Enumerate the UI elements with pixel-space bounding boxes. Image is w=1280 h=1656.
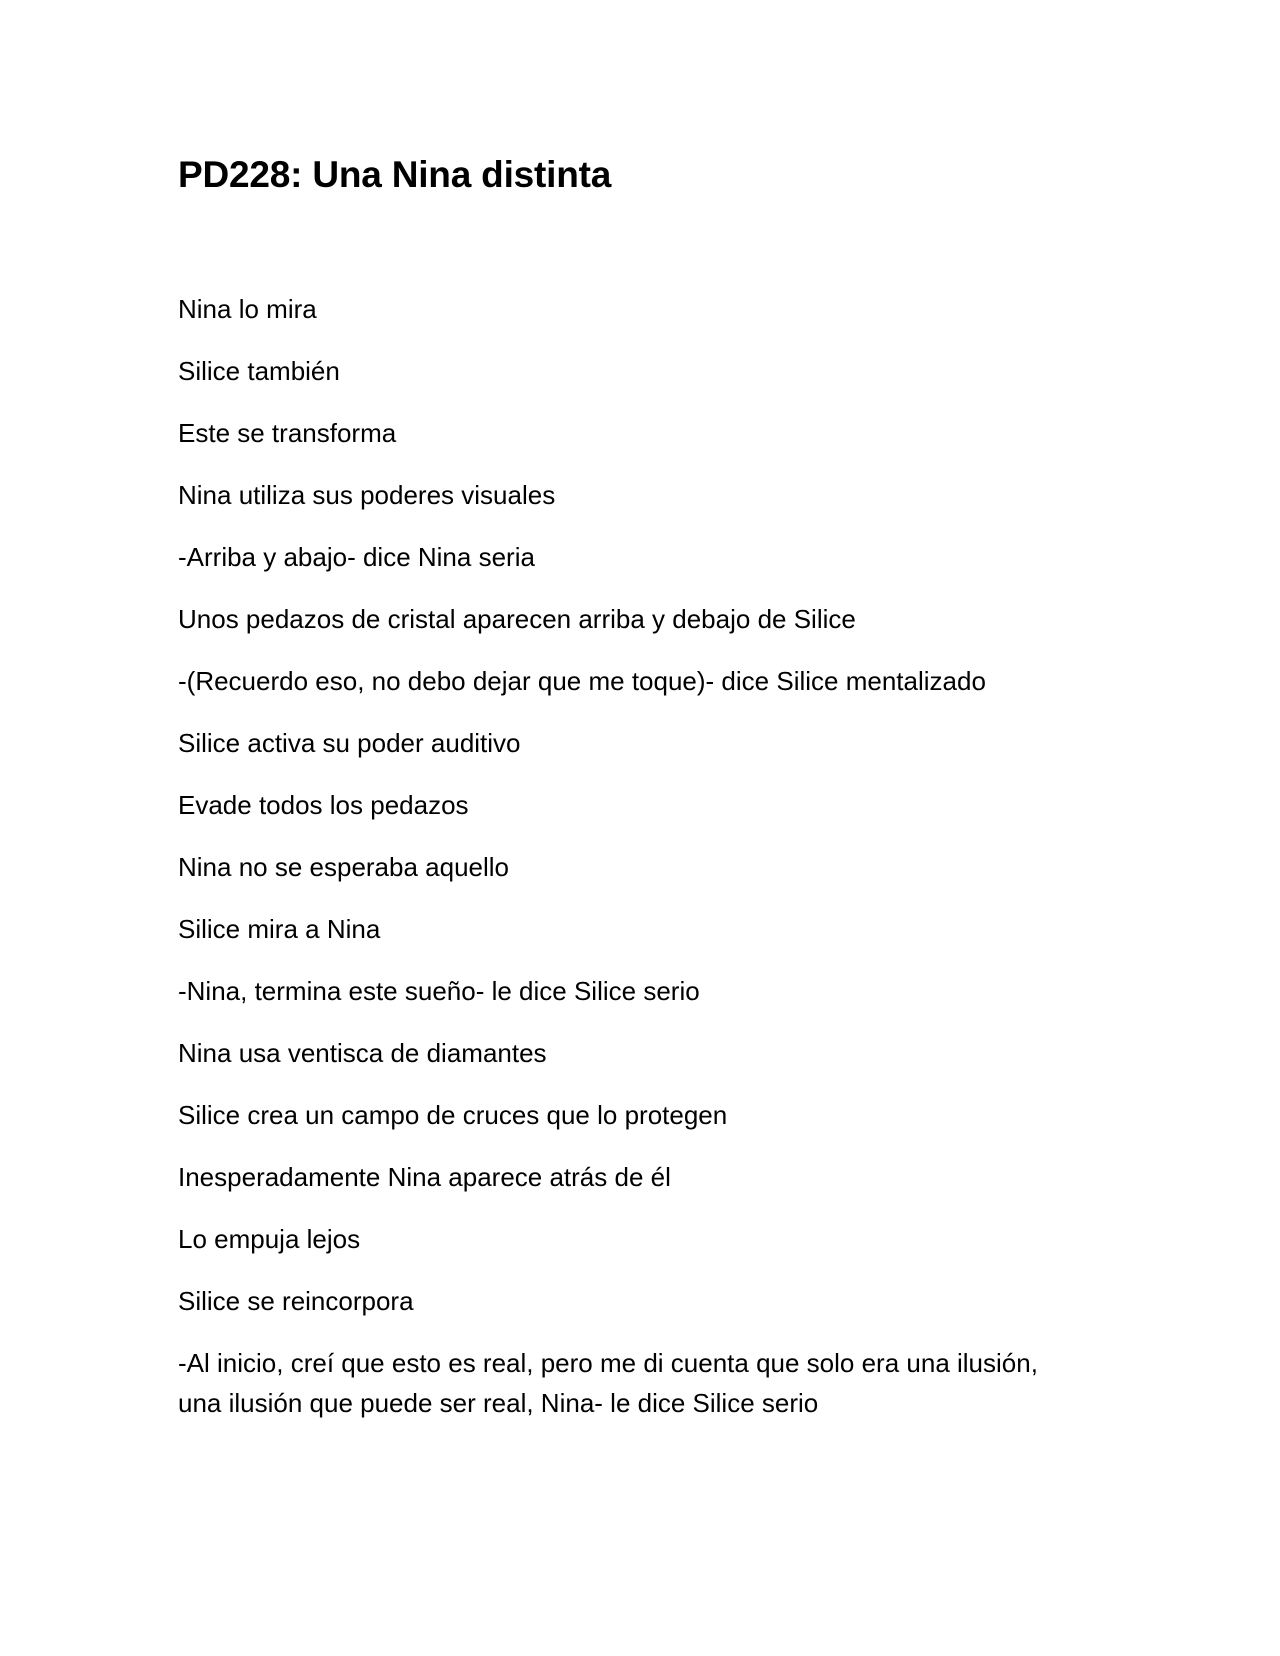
paragraph: Evade todos los pedazos [178,790,469,820]
paragraph: -Nina, termina este sueño- le dice Silice serio [178,976,700,1006]
paragraph: Unos pedazos de cristal aparecen arriba y debajo de Silice [178,604,856,634]
paragraph: Silice también [178,356,340,386]
paragraph: Nina usa ventisca de diamantes [178,1038,547,1068]
paragraph: Inesperadamente Nina aparece atrás de él [178,1162,671,1192]
paragraph: Silice se reincorpora [178,1286,414,1316]
paragraph: Este se transforma [178,418,397,448]
paragraph: Silice mira a Nina [178,914,381,944]
document-body [178,289,1078,1445]
paragraph: Lo empuja lejos [178,1224,361,1254]
paragraph: -Arriba y abajo- dice Nina seria [178,542,535,572]
paragraph: Nina lo mira [178,294,317,324]
document-title: PD228: Una Nina distinta [178,154,612,195]
paragraph: Silice crea un campo de cruces que lo protegen [178,1100,728,1130]
paragraph: Nina utiliza sus poderes visuales [178,480,556,510]
paragraph: Nina no se esperaba aquello [178,852,510,882]
paragraph: -(Recuerdo eso, no debo dejar que me toque)- dice Silice mentalizado [178,666,986,696]
paragraph: -Al inicio, creí que esto es real, pero me di cuenta que solo era una ilusión, una ilusión que puede ser real, Nina- le dice Silice serio [178,1348,1038,1418]
paragraph: Silice activa su poder auditivo [178,728,521,758]
